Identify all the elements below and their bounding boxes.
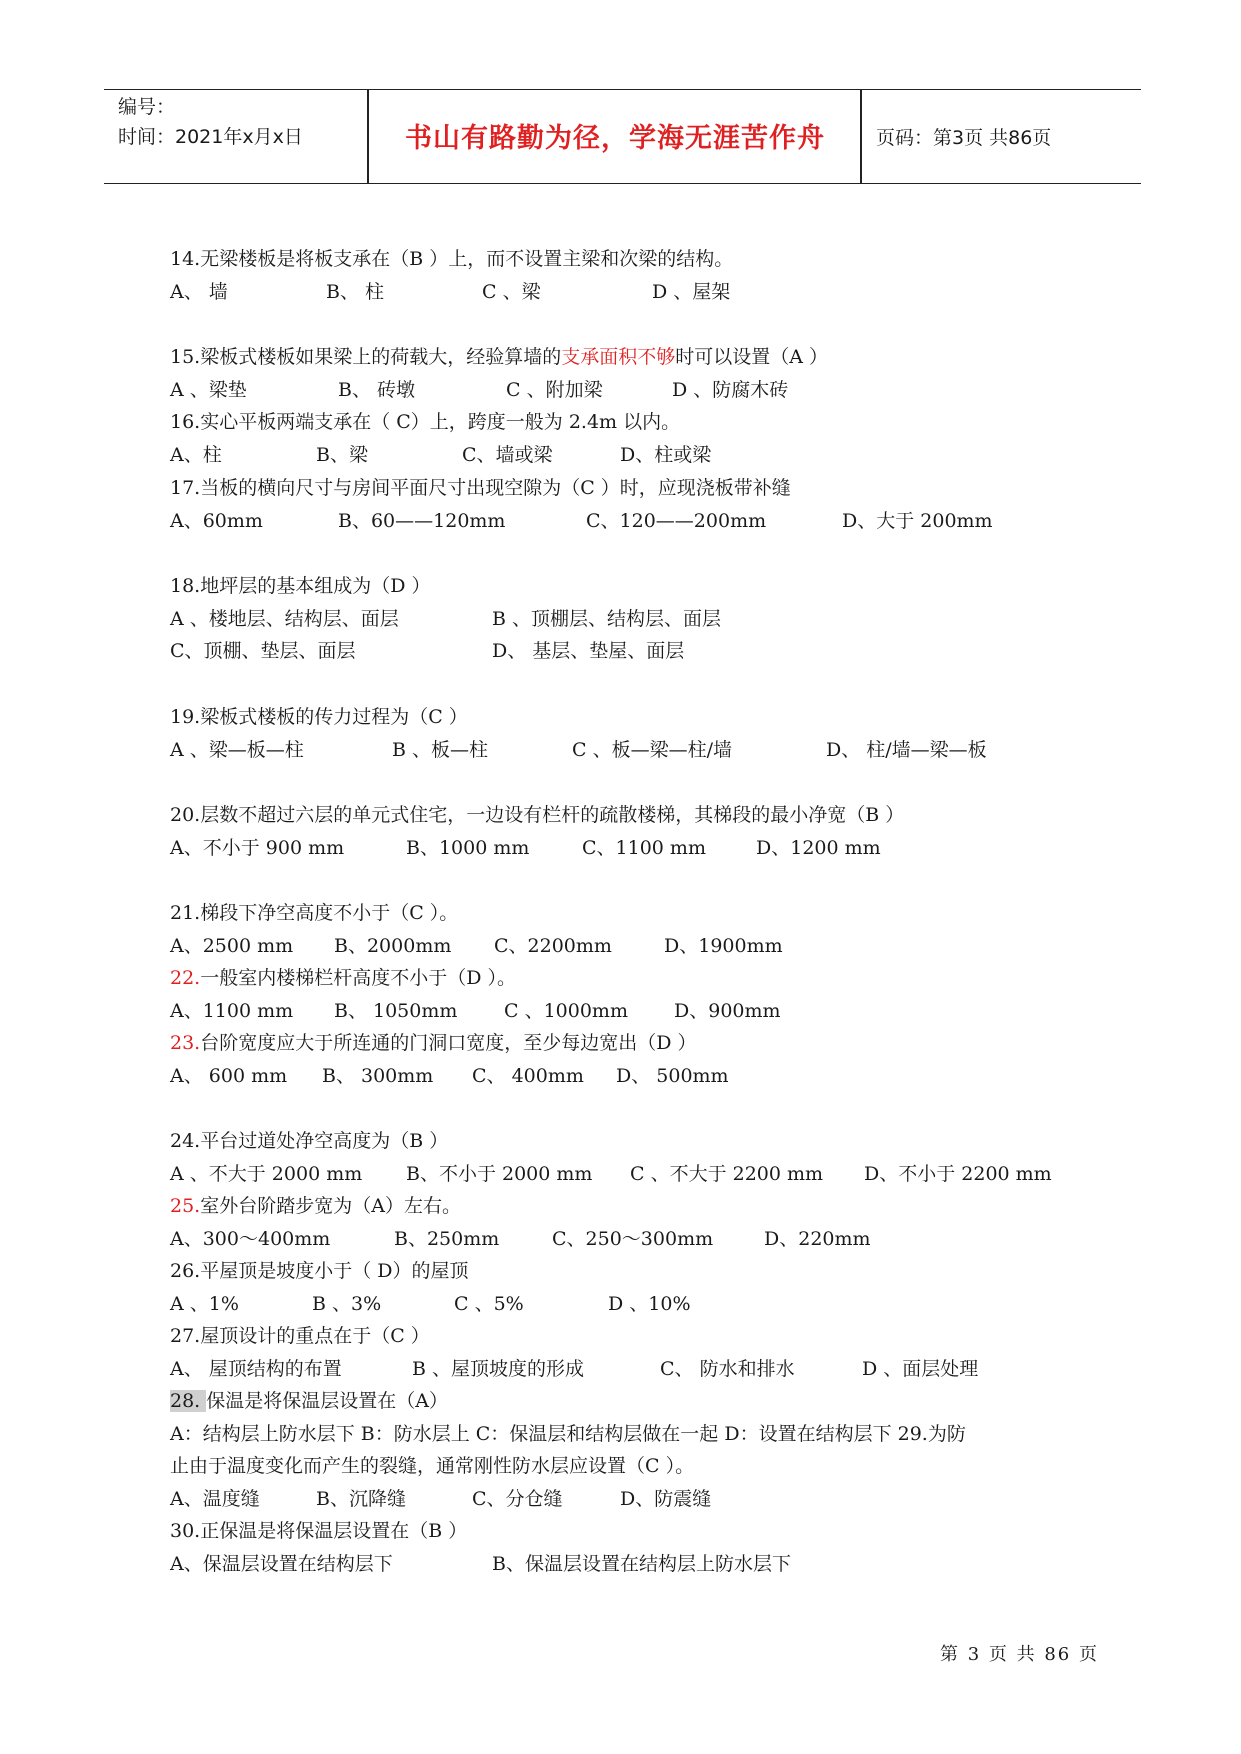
header-divider [860, 90, 862, 183]
option-a: A、温度缝 [170, 1488, 260, 1510]
option-d: D、 柱/墙—梁—板 [826, 739, 987, 761]
option-d: D、1200 mm [756, 837, 881, 859]
option-b: B、 砖墩 [338, 379, 416, 401]
option-a: A、保温层设置在结构层下 [170, 1553, 393, 1575]
question-15-stem-part: 15.梁板式楼板如果梁上的荷载大，经验算墙的 [170, 346, 562, 368]
option-d: D、防震缝 [620, 1488, 712, 1510]
option-c: C、分仓缝 [472, 1488, 563, 1510]
option-d: D、900mm [674, 1000, 781, 1022]
option-b: B 、3% [312, 1293, 382, 1315]
option-b: B、沉降缝 [316, 1488, 406, 1510]
option-a: A 、不大于 2000 mm [170, 1163, 363, 1185]
question-22-text: 一般室内楼梯栏杆高度不小于（D ）。 [200, 967, 516, 989]
option-d: D 、10% [608, 1293, 691, 1315]
document-number-label: 编号： [118, 96, 176, 118]
header-page-number: 页码：第3页 共86页 [876, 127, 1052, 149]
option-d: D、柱或梁 [620, 444, 712, 466]
question-25-text: 室外台阶踏步宽为（A）左右。 [200, 1195, 461, 1217]
option-d: D、不小于 2200 mm [864, 1163, 1052, 1185]
option-d: D、大于 200mm [842, 510, 993, 532]
option-b: B、250mm [394, 1228, 500, 1250]
option-d: D、 基层、垫屋、面层 [492, 640, 685, 662]
option-c: C、墙或梁 [462, 444, 553, 466]
option-a: A 、楼地层、结构层、面层 [170, 608, 399, 630]
header-divider [367, 90, 369, 183]
header-motto: 书山有路勤为径，学海无涯苦作舟 [405, 123, 825, 154]
question-14-stem: 14.无梁楼板是将板支承在（B ）上，而不设置主梁和次梁的结构。 [170, 248, 734, 270]
option-d: D、220mm [764, 1228, 871, 1250]
option-b: B、 300mm [322, 1065, 434, 1087]
question-22-number: 22. [170, 967, 201, 989]
option-c: C、 防水和排水 [660, 1358, 795, 1380]
document-time-label: 时间：2021年x月x日 [118, 126, 303, 148]
option-c: C、2200mm [494, 935, 612, 957]
question-16-stem: 16.实心平板两端支承在（ C）上，跨度一般为 2.4m 以内。 [170, 411, 681, 433]
option-d: D、 500mm [616, 1065, 729, 1087]
option-b: B、梁 [316, 444, 368, 466]
option-d: D、1900mm [664, 935, 783, 957]
option-a: A、2500 mm [170, 935, 294, 957]
question-24-stem: 24.平台过道处净空高度为（B ） [170, 1130, 449, 1152]
option-a: A 、梁—板—柱 [170, 739, 304, 761]
option-b: B、不小于 2000 mm [406, 1163, 593, 1185]
option-b: B 、屋顶坡度的形成 [412, 1358, 585, 1380]
option-b: B、 柱 [326, 281, 385, 303]
question-21-stem: 21.梯段下净空高度不小于（C ）。 [170, 902, 459, 924]
question-15-stem-part: 时可以设置（A ） [675, 346, 828, 368]
option-a: A、60mm [170, 510, 263, 532]
option-a: A、不小于 900 mm [170, 837, 345, 859]
option-c: C 、5% [454, 1293, 524, 1315]
option-c: C 、梁 [482, 281, 541, 303]
option-a: A、300～400mm [170, 1228, 331, 1250]
option-c: C、 400mm [472, 1065, 584, 1087]
question-23-number: 23. [170, 1032, 201, 1054]
question-28-number: 28. [170, 1390, 207, 1412]
header-meta [118, 92, 368, 152]
option-b: B、2000mm [334, 935, 452, 957]
question-17-stem: 17.当板的横向尺寸与房间平面尺寸出现空隙为（C ）时，应现浇板带补缝 [170, 477, 791, 499]
option-a: A、柱 [170, 444, 222, 466]
question-22-stem [170, 963, 516, 990]
question-28-stem [170, 1386, 448, 1413]
option-a: A 、1% [170, 1293, 239, 1315]
question-28-options-line: A：结构层上防水层下 B：防水层上 C：保温层和结构层做在一起 D：设置在结构层下 29.为防 [170, 1423, 966, 1445]
question-25-stem [170, 1191, 461, 1218]
option-c: C、顶棚、垫层、面层 [170, 640, 356, 662]
question-27-stem: 27.屋顶设计的重点在于（C ） [170, 1325, 430, 1347]
option-c: C、1100 mm [582, 837, 706, 859]
option-c: C 、不大于 2200 mm [630, 1163, 824, 1185]
option-c: C、250～300mm [552, 1228, 714, 1250]
option-b: B 、板—柱 [392, 739, 489, 761]
question-30-stem: 30.正保温是将保温层设置在（B ） [170, 1520, 468, 1542]
question-19-stem: 19.梁板式楼板的传力过程为（C ） [170, 706, 468, 728]
question-25-number: 25. [170, 1195, 201, 1217]
option-a: A、 墙 [170, 281, 228, 303]
question-15-stem [170, 342, 828, 369]
option-c: C 、附加梁 [506, 379, 603, 401]
page-header [104, 89, 1141, 184]
page-footer: 第 3 页 共 86 页 [940, 1644, 1099, 1665]
option-a: A、 屋顶结构的布置 [170, 1358, 342, 1380]
option-c: C 、板—梁—柱/墙 [572, 739, 732, 761]
question-23-stem [170, 1028, 697, 1055]
option-b: B、1000 mm [406, 837, 530, 859]
option-b: B、 1050mm [334, 1000, 458, 1022]
option-d: D 、面层处理 [862, 1358, 979, 1380]
option-d: D 、防腐木砖 [672, 379, 789, 401]
option-b: B、保温层设置在结构层上防水层下 [492, 1553, 791, 1575]
option-a: A 、梁垫 [170, 379, 247, 401]
option-c: C 、1000mm [504, 1000, 628, 1022]
option-c: C、120——200mm [586, 510, 767, 532]
question-29-stem-continuation: 止由于温度变化而产生的裂缝，通常刚性防水层应设置（C ）。 [170, 1455, 695, 1477]
question-20-stem: 20.层数不超过六层的单元式住宅，一边设有栏杆的疏散楼梯，其梯段的最小净宽（B ） [170, 804, 905, 826]
option-b: B、60——120mm [338, 510, 506, 532]
option-a: A、1100 mm [170, 1000, 294, 1022]
option-a: A、 600 mm [170, 1065, 288, 1087]
option-b: B 、顶棚层、结构层、面层 [492, 608, 722, 630]
question-28-text: 保温是将保温层设置在（A） [206, 1390, 448, 1412]
question-18-stem: 18.地坪层的基本组成为（D ） [170, 575, 431, 597]
question-26-stem: 26.平屋顶是坡度小于（ D）的屋顶 [170, 1260, 469, 1282]
question-23-text: 台阶宽度应大于所连通的门洞口宽度，至少每边宽出（D ） [200, 1032, 697, 1054]
option-d: D 、屋架 [652, 281, 731, 303]
question-15-highlight-text: 支承面积不够 [561, 346, 676, 368]
